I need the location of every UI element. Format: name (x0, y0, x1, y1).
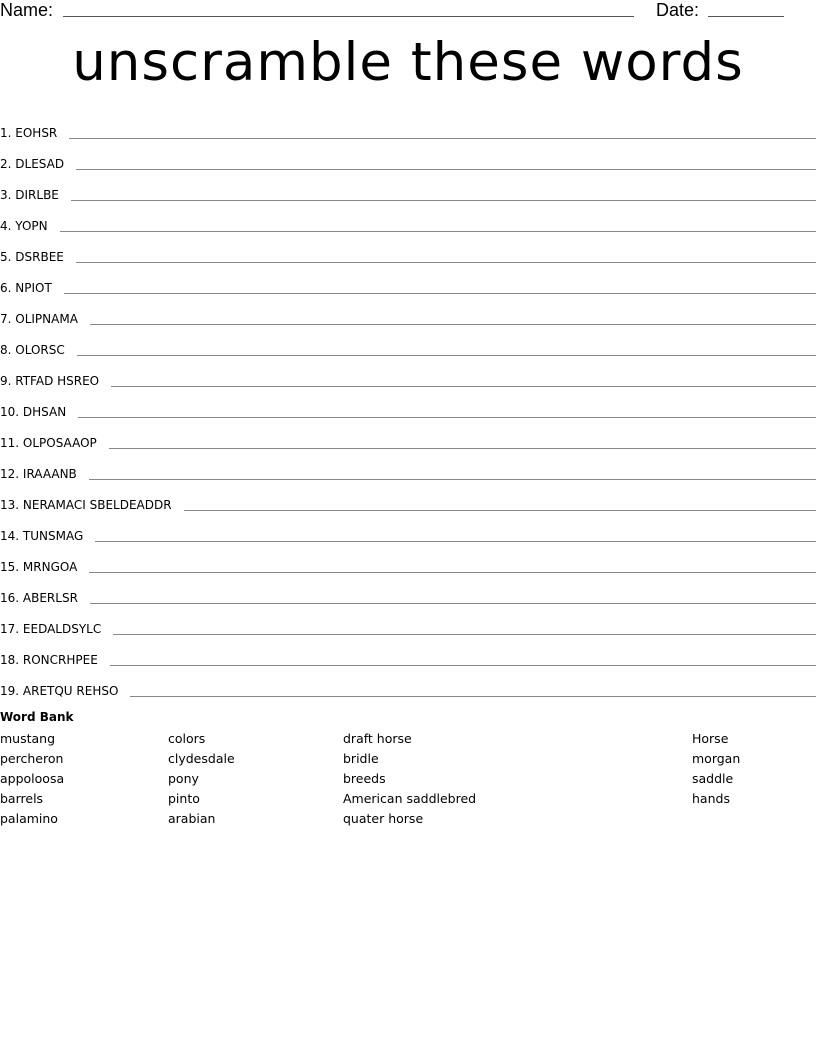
answer-line (109, 448, 816, 449)
question-row (0, 141, 816, 172)
question-row (0, 203, 816, 234)
question-text: 16. ABERLSR (0, 591, 78, 605)
question-row (0, 327, 816, 358)
question-text: 12. IRAAANB (0, 467, 77, 481)
question-text: 2. DLESAD (0, 157, 65, 171)
question-text: 3. DIRLBE (0, 188, 59, 202)
question-row (0, 575, 816, 606)
answer-line (89, 479, 816, 480)
answer-line (110, 665, 816, 666)
word-bank-word: draft horse (343, 731, 412, 746)
word-bank-word: clydesdale (168, 751, 235, 766)
question-text: 7. OLIPNAMA (0, 312, 78, 326)
name-line (63, 16, 634, 17)
word-bank-word: mustang (0, 731, 56, 746)
question-row (0, 172, 816, 203)
word-bank-column-2 (168, 729, 235, 829)
question-row (0, 544, 816, 575)
question-text: 1. EOHSR (0, 126, 58, 140)
question-list (0, 110, 816, 699)
question-text: 5. DSRBEE (0, 250, 64, 264)
date-line (708, 16, 784, 17)
question-row (0, 420, 816, 451)
answer-line (76, 169, 816, 170)
question-text: 9. RTFAD HSREO (0, 374, 100, 388)
question-text: 15. MRNGOA (0, 560, 78, 574)
question-text: 10. DHSAN (0, 405, 67, 419)
answer-line (90, 603, 816, 604)
word-bank-column-3 (343, 729, 476, 829)
word-bank-word: pinto (168, 791, 200, 806)
word-bank-column-1 (0, 729, 64, 829)
question-text: 6. NPIOT (0, 281, 52, 295)
answer-line (95, 541, 816, 542)
question-text: 11. OLPOSAAOP (0, 436, 97, 450)
word-bank-word: arabian (168, 811, 216, 826)
question-text: 17. EEDALDSYLC (0, 622, 102, 636)
answer-line (184, 510, 816, 511)
word-bank-word: hands (692, 791, 730, 806)
question-row (0, 110, 816, 141)
answer-line (76, 262, 816, 263)
answer-line (60, 231, 816, 232)
question-row (0, 265, 816, 296)
question-row (0, 296, 816, 327)
word-bank-word: barrels (0, 791, 44, 806)
word-bank-word: palamino (0, 811, 58, 826)
question-text: 8. OLORSC (0, 343, 65, 357)
question-row (0, 389, 816, 420)
word-bank-word: quater horse (343, 811, 424, 826)
answer-line (78, 417, 816, 418)
page-title: unscramble these words (72, 32, 744, 93)
answer-line (111, 386, 816, 387)
date-label: Date: (656, 0, 700, 20)
question-row (0, 451, 816, 482)
word-bank-column-4 (692, 729, 740, 809)
answer-line (89, 572, 816, 573)
question-text: 14. TUNSMAG (0, 529, 84, 543)
header (0, 0, 816, 24)
question-row (0, 482, 816, 513)
question-row (0, 668, 816, 699)
word-bank-word: colors (168, 731, 206, 746)
word-bank-word: pony (168, 771, 199, 786)
answer-line (64, 293, 816, 294)
question-text: 18. RONCRHPEE (0, 653, 98, 667)
question-row (0, 234, 816, 265)
word-bank-word: breeds (343, 771, 386, 786)
answer-line (71, 200, 816, 201)
answer-line (90, 324, 816, 325)
answer-line (69, 138, 816, 139)
question-row (0, 513, 816, 544)
word-bank-word: American saddlebred (343, 791, 477, 806)
word-bank-word: Horse (692, 731, 729, 746)
answer-line (77, 355, 816, 356)
question-text: 4. YOPN (0, 219, 48, 233)
question-row (0, 637, 816, 668)
word-bank-word: saddle (692, 771, 734, 786)
word-bank-word: percheron (0, 751, 64, 766)
question-text: 13. NERAMACI SBELDEADDR (0, 498, 172, 512)
name-label: Name: (0, 0, 54, 20)
word-bank-word: appoloosa (0, 771, 65, 786)
question-row (0, 358, 816, 389)
word-bank-word: morgan (692, 751, 741, 766)
question-row (0, 606, 816, 637)
word-bank-title: Word Bank (0, 710, 74, 724)
word-bank-word: bridle (343, 751, 379, 766)
answer-line (113, 634, 816, 635)
question-text: 19. ARETQU REHSO (0, 684, 119, 698)
answer-line (130, 696, 816, 697)
